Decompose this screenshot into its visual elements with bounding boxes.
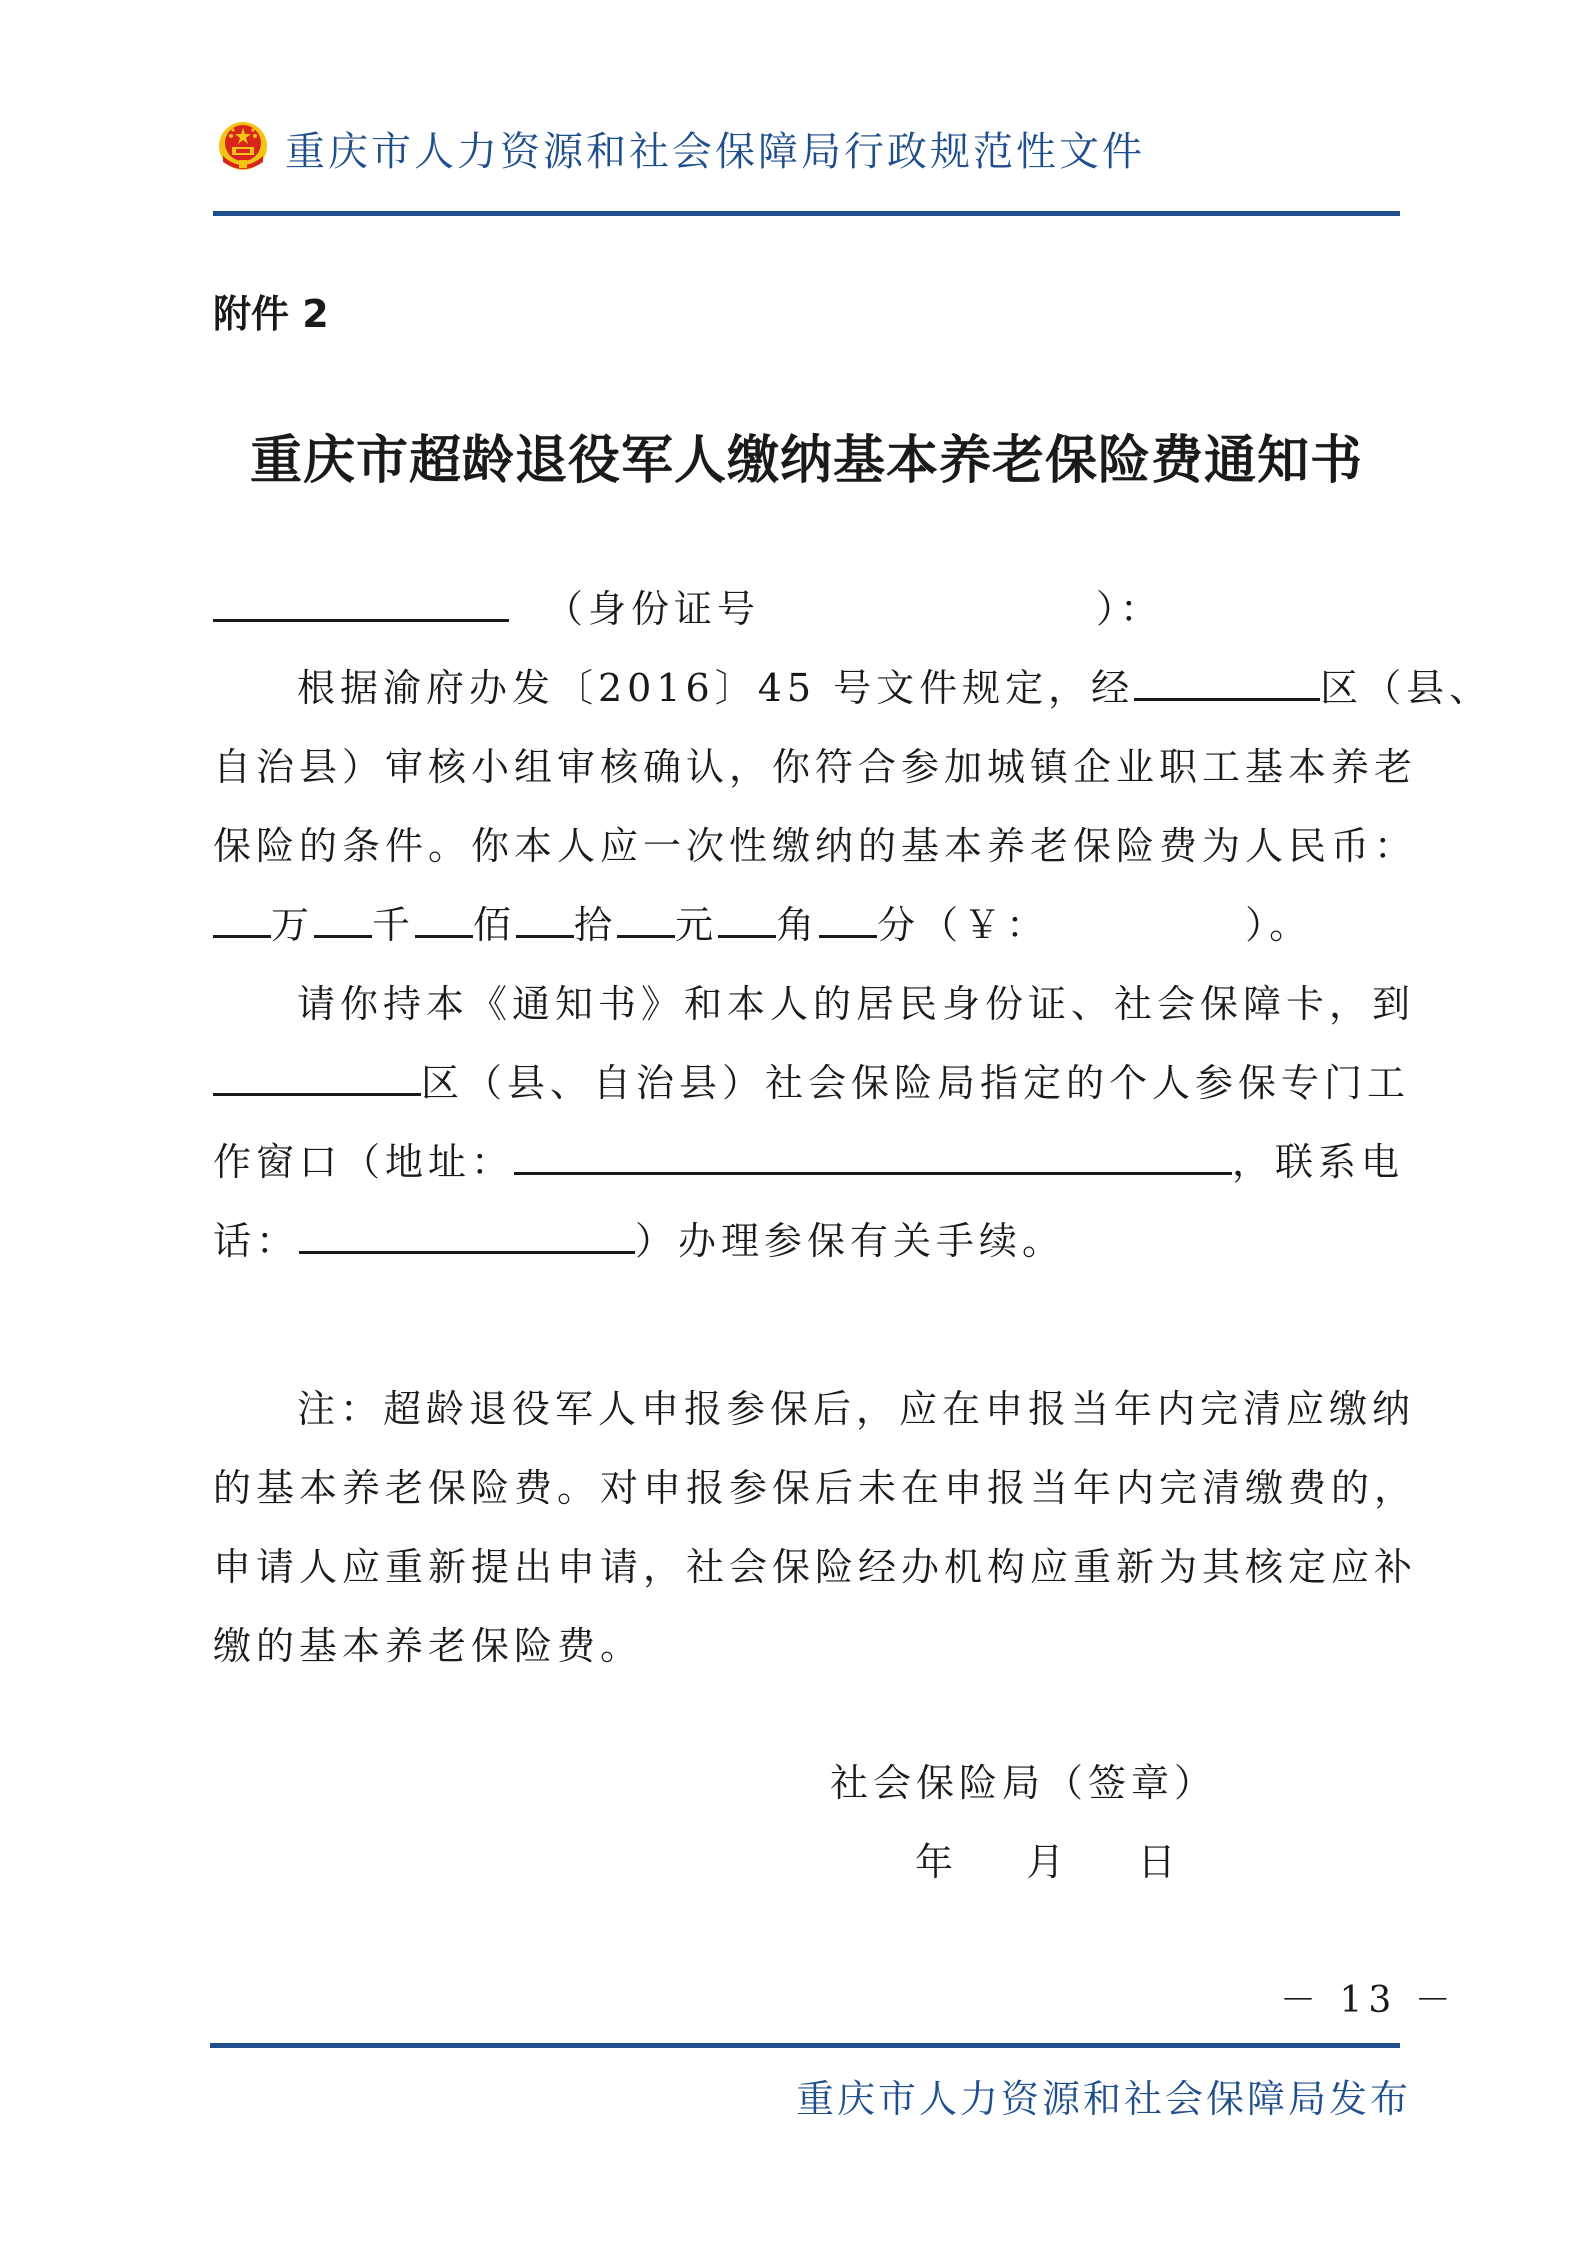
- note-line3: 申请人应重新提出申请，社会保险经办机构应重新为其核定应补: [213, 1545, 1418, 1589]
- national-emblem-icon: [217, 116, 269, 172]
- amount-unit: 元: [675, 903, 719, 947]
- document-title: 重庆市超龄退役军人缴纳基本养老保险费通知书: [249, 430, 1363, 491]
- para2-line3-suffix: ，联系电: [1232, 1140, 1405, 1184]
- footer-divider: [210, 2043, 1400, 2048]
- note-line1: 注：超龄退役军人申报参保后，应在申报当年内完清应缴纳: [297, 1387, 1416, 1431]
- para1-line1: [297, 657, 1492, 712]
- amount-unit: 角: [776, 903, 820, 947]
- signature-org: 社会保险局（签章）: [830, 1761, 1218, 1805]
- district-blank-2[interactable]: [213, 1063, 421, 1096]
- para2-line4: [213, 1210, 1065, 1265]
- salutation-end: ）：: [1096, 587, 1164, 631]
- amount-unit: 千: [372, 903, 416, 947]
- amount-blank[interactable]: [819, 905, 877, 938]
- amount-blank[interactable]: [213, 905, 271, 938]
- amount-blank[interactable]: [617, 905, 675, 938]
- para1-line3: 保险的条件。你本人应一次性缴纳的基本养老保险费为人民币：: [213, 824, 1418, 868]
- amount-blank[interactable]: [415, 905, 473, 938]
- document-header: [213, 112, 1400, 212]
- note-line4: 缴的基本养老保险费。: [213, 1624, 644, 1668]
- note-line2: 的基本养老保险费。对申报参保后未在申报当年内完清缴费的，: [213, 1466, 1418, 1510]
- id-number-blank[interactable]: [760, 592, 1096, 622]
- para2-line3: [213, 1131, 1404, 1186]
- phone-blank[interactable]: [299, 1221, 635, 1254]
- address-blank[interactable]: [514, 1142, 1232, 1175]
- attachment-label: 附件 2: [213, 292, 329, 336]
- amount-end: ）。: [1245, 903, 1313, 947]
- amount-blank[interactable]: [314, 905, 372, 938]
- para2-line2-suffix: 区（县、自治县）社会保险局指定的个人参保专门工: [421, 1061, 1411, 1105]
- amount-unit: 拾: [574, 903, 618, 947]
- footer-publisher: 重庆市人力资源和社会保障局发布: [796, 2077, 1412, 2121]
- phone-label: 话：: [213, 1219, 300, 1263]
- para1-line1-prefix: 根据渝府办发〔2016〕45 号文件规定，经: [297, 666, 1135, 710]
- para1-line1-suffix: 区（县、: [1320, 666, 1493, 710]
- amount-yen-blank[interactable]: [1049, 908, 1245, 938]
- page-number: － 13 －: [1280, 1980, 1457, 2021]
- district-blank-1[interactable]: [1134, 668, 1320, 701]
- signature-date: 年 月 日: [915, 1840, 1181, 1884]
- amount-yen-label: （￥：: [920, 903, 1050, 947]
- para1-line2: 自治县）审核小组审核确认，你符合参加城镇企业职工基本养老: [213, 745, 1418, 789]
- para2-line2: [213, 1052, 1410, 1107]
- amount-blank[interactable]: [516, 905, 574, 938]
- name-blank[interactable]: [213, 589, 509, 622]
- amount-unit: 万: [271, 903, 315, 947]
- id-number-label: （身份证号: [545, 587, 761, 631]
- para2-line4-suffix: ）办理参保有关手续。: [635, 1219, 1066, 1263]
- amount-unit: 佰: [473, 903, 517, 947]
- para2-line1: 请你持本《通知书》和本人的居民身份证、社会保障卡，到: [297, 982, 1416, 1026]
- amount-blank[interactable]: [718, 905, 776, 938]
- header-title: 重庆市人力资源和社会保障局行政规范性文件: [285, 129, 1145, 175]
- header-divider: [213, 211, 1400, 216]
- salutation-line: [213, 578, 1163, 633]
- amount-unit: 分: [877, 903, 921, 947]
- amount-line: [213, 894, 1312, 949]
- address-label: 作窗口（地址：: [213, 1140, 515, 1184]
